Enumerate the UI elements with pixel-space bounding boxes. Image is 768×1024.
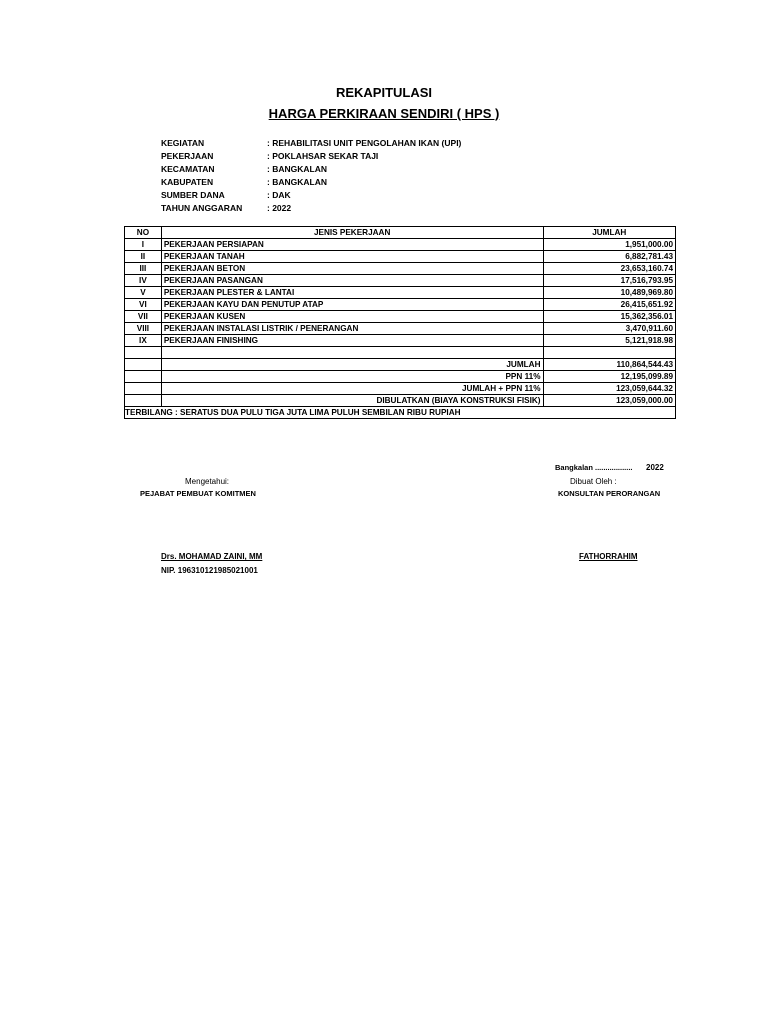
- blank-cell: [161, 347, 543, 359]
- row-jenis: PEKERJAAN PASANGAN: [161, 275, 543, 287]
- info-label: KECAMATAN: [161, 164, 215, 174]
- left-signer-name: Drs. MOHAMAD ZAINI, MM: [161, 552, 263, 561]
- row-jenis: PEKERJAAN INSTALASI LISTRIK / PENERANGAN: [161, 323, 543, 335]
- info-label: KEGIATAN: [161, 138, 205, 148]
- total-value: 123,059,644.32: [543, 383, 676, 395]
- table-row: [125, 287, 676, 299]
- row-no: IX: [125, 335, 162, 347]
- header-jenis: JENIS PEKERJAAN: [161, 227, 543, 239]
- info-row-kecamatan: [161, 163, 461, 176]
- total-label: JUMLAH + PPN 11%: [161, 383, 543, 395]
- row-jumlah: 6,882,781.43: [543, 251, 676, 263]
- info-value: : DAK: [267, 190, 291, 200]
- row-jumlah: 5,121,918.98: [543, 335, 676, 347]
- info-row-kabupaten: [161, 176, 461, 189]
- blank-cell: [125, 371, 162, 383]
- row-jumlah: 3,470,911.60: [543, 323, 676, 335]
- info-row-kegiatan: [161, 137, 461, 150]
- right-caption: Dibuat Oleh :: [570, 477, 617, 486]
- row-no: II: [125, 251, 162, 263]
- row-jenis: PEKERJAAN PLESTER & LANTAI: [161, 287, 543, 299]
- row-jumlah: 26,415,651.92: [543, 299, 676, 311]
- recap-table: [124, 226, 676, 419]
- total-value: 123,059,000.00: [543, 395, 676, 407]
- total-row-jumlah-ppn: [125, 383, 676, 395]
- document-subtitle: HARGA PERKIRAAN SENDIRI ( HPS ): [268, 106, 500, 121]
- table-row: [125, 323, 676, 335]
- row-jenis: PEKERJAAN KUSEN: [161, 311, 543, 323]
- total-row-dibulatkan: [125, 395, 676, 407]
- row-no: V: [125, 287, 162, 299]
- row-no: VI: [125, 299, 162, 311]
- left-signer-nip: NIP. 196310121985021001: [161, 566, 258, 575]
- left-role: PEJABAT PEMBUAT KOMITMEN: [140, 489, 256, 498]
- row-jumlah: 23,653,160.74: [543, 263, 676, 275]
- info-value: : REHABILITASI UNIT PENGOLAHAN IKAN (UPI): [267, 138, 462, 148]
- info-row-sumber-dana: [161, 189, 461, 202]
- row-jenis: PEKERJAAN FINISHING: [161, 335, 543, 347]
- total-label: JUMLAH: [161, 359, 543, 371]
- total-label: DIBULATKAN (BIAYA KONSTRUKSI FISIK): [161, 395, 543, 407]
- table-row: [125, 299, 676, 311]
- row-no: VII: [125, 311, 162, 323]
- row-jumlah: 10,489,969.80: [543, 287, 676, 299]
- row-jenis: PEKERJAAN TANAH: [161, 251, 543, 263]
- total-row-ppn: [125, 371, 676, 383]
- total-row-jumlah: [125, 359, 676, 371]
- left-caption: Mengetahui:: [185, 477, 230, 486]
- total-label: PPN 11%: [161, 371, 543, 383]
- table-row: [125, 251, 676, 263]
- row-no: IV: [125, 275, 162, 287]
- project-info: [161, 137, 461, 215]
- table-header-row: [125, 227, 676, 239]
- table-blank-row: [125, 347, 676, 359]
- total-value: 12,195,099.89: [543, 371, 676, 383]
- row-no: VIII: [125, 323, 162, 335]
- place-date: Bangkalan ..................: [555, 463, 633, 472]
- right-signer-name: FATHORRAHIM: [579, 552, 638, 561]
- info-value: : 2022: [267, 203, 292, 213]
- info-value: : POKLAHSAR SEKAR TAJI: [267, 151, 379, 161]
- blank-cell: [125, 359, 162, 371]
- blank-cell: [125, 383, 162, 395]
- info-row-tahun-anggaran: [161, 202, 461, 215]
- info-label: KABUPATEN: [161, 177, 214, 187]
- table-row: [125, 311, 676, 323]
- info-value: : BANGKALAN: [267, 177, 327, 187]
- signature-year: 2022: [646, 463, 664, 472]
- table-row: [125, 263, 676, 275]
- table-row: [125, 275, 676, 287]
- blank-cell: [125, 395, 162, 407]
- total-value: 110,864,544.43: [543, 359, 676, 371]
- info-row-pekerjaan: [161, 150, 461, 163]
- row-jumlah: 15,362,356.01: [543, 311, 676, 323]
- row-no: I: [125, 239, 162, 251]
- row-jumlah: 17,516,793.95: [543, 275, 676, 287]
- document-title: REKAPITULASI: [335, 85, 433, 100]
- blank-cell: [543, 347, 676, 359]
- right-role: KONSULTAN PERORANGAN: [558, 489, 661, 498]
- terbilang-text: TERBILANG : SERATUS DUA PULU TIGA JUTA LIMA PULUH SEMBILAN RIBU RUPIAH: [125, 407, 676, 419]
- table-row: [125, 335, 676, 347]
- header-jumlah: JUMLAH: [543, 227, 676, 239]
- info-label: TAHUN ANGGARAN: [161, 203, 243, 213]
- terbilang-row: [125, 407, 676, 419]
- row-jenis: PEKERJAAN KAYU DAN PENUTUP ATAP: [161, 299, 543, 311]
- info-value: : BANGKALAN: [267, 164, 327, 174]
- header-no: NO: [125, 227, 162, 239]
- row-jenis: PEKERJAAN BETON: [161, 263, 543, 275]
- info-label: PEKERJAAN: [161, 151, 214, 161]
- table-row: [125, 239, 676, 251]
- blank-cell: [125, 347, 162, 359]
- row-jenis: PEKERJAAN PERSIAPAN: [161, 239, 543, 251]
- row-jumlah: 1,951,000.00: [543, 239, 676, 251]
- row-no: III: [125, 263, 162, 275]
- info-label: SUMBER DANA: [161, 190, 225, 200]
